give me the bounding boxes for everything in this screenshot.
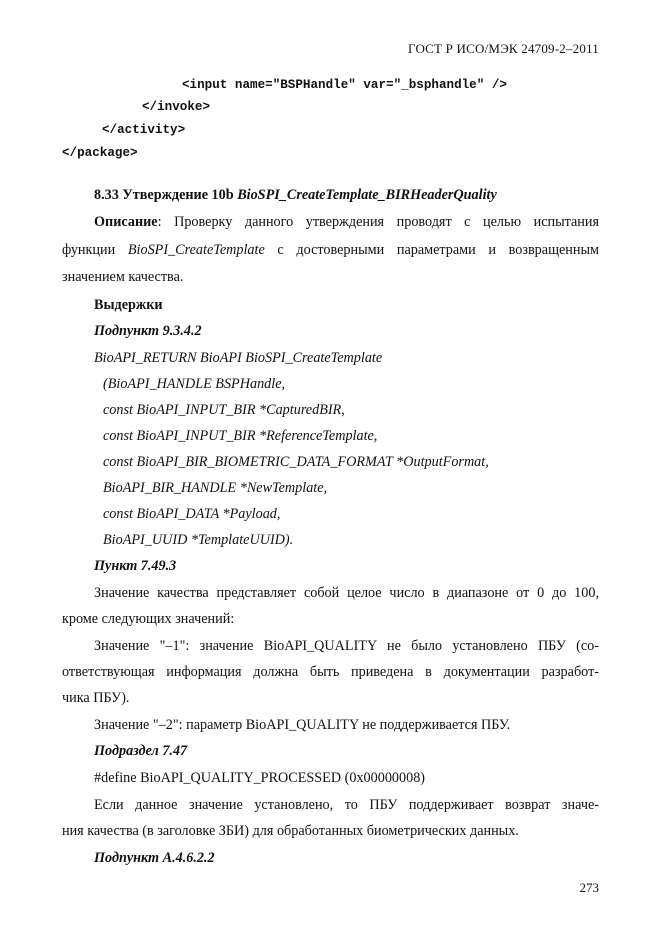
- clause-7-49-3: Пункт 7.49.3: [94, 558, 177, 574]
- description-function: BioSPI_CreateTemplate: [127, 242, 265, 258]
- subsection-a-4-6-2-2: Подпункт А.4.6.2.2: [94, 850, 215, 866]
- section-number: 8.33 Утверждение 10b: [94, 187, 238, 203]
- signature-line-3: const BioAPI_INPUT_BIR *CapturedBIR,: [103, 402, 345, 418]
- page-number: 273: [579, 880, 599, 895]
- subsection-9-3-4-2: Подпункт 9.3.4.2: [94, 323, 202, 339]
- code-line-input: <input name="BSPHandle" var="_bsphandle" />: [182, 78, 507, 92]
- description-label: Описание: [94, 214, 158, 230]
- code-line-invoke-close: </invoke>: [142, 100, 211, 114]
- signature-line-2: (BioAPI_HANDLE BSPHandle,: [103, 376, 286, 392]
- code-line-activity-close: </activity>: [102, 123, 186, 137]
- quality-line-5: чика ПБУ).: [62, 690, 130, 706]
- signature-line-7: const BioAPI_DATA *Payload,: [103, 506, 281, 522]
- description-line-2: [62, 242, 599, 259]
- signature-line-8: BioAPI_UUID *TemplateUUID).: [103, 532, 294, 548]
- signature-line-4: const BioAPI_INPUT_BIR *ReferenceTemplate,: [103, 428, 378, 444]
- description-line-3: значением качества.: [62, 269, 184, 285]
- description-text-1: : Проверку данного утверждения проводят с целью испытания: [157, 214, 599, 230]
- section-title: BioSPI_CreateTemplate_BIRHeaderQuality: [237, 187, 497, 203]
- processed-line-2: ния качества (в заголовке ЗБИ) для обработанных биометрических данных.: [62, 823, 519, 839]
- description-text-2b: с достоверными параметрами и возвращенным: [264, 242, 599, 258]
- processed-line-1: Если данное значение установлено, то ПБУ поддерживает возврат значе-: [94, 797, 599, 813]
- quality-line-3: Значение "–1": значение BioAPI_QUALITY не было установлено ПБУ (со-: [94, 638, 599, 654]
- section-heading: [94, 187, 497, 204]
- excerpts-heading: Выдержки: [94, 297, 163, 313]
- quality-line-4: ответствующая информация должна быть приведена в документации разработ-: [62, 664, 599, 680]
- standard-header: ГОСТ Р ИСО/МЭК 24709-2–2011: [408, 41, 599, 56]
- description-line-1: [94, 214, 599, 231]
- signature-line-1: BioAPI_RETURN BioAPI BioSPI_CreateTemplate: [94, 350, 383, 366]
- quality-line-1: Значение качества представляет собой целое число в диапазоне от 0 до 100,: [94, 585, 599, 601]
- signature-line-5: const BioAPI_BIR_BIOMETRIC_DATA_FORMAT *OutputFormat,: [103, 454, 489, 470]
- define-line: #define BioAPI_QUALITY_PROCESSED (0x00000008): [94, 770, 426, 786]
- quality-line-2: кроме следующих значений:: [62, 611, 235, 627]
- subsection-7-47: Подраздел 7.47: [94, 743, 188, 759]
- signature-line-6: BioAPI_BIR_HANDLE *NewTemplate,: [103, 480, 328, 496]
- code-line-package-close: </package>: [62, 146, 138, 160]
- quality-line-6: Значение "–2": параметр BioAPI_QUALITY не поддерживается ПБУ.: [94, 717, 511, 733]
- description-text-2a: функции: [62, 242, 128, 258]
